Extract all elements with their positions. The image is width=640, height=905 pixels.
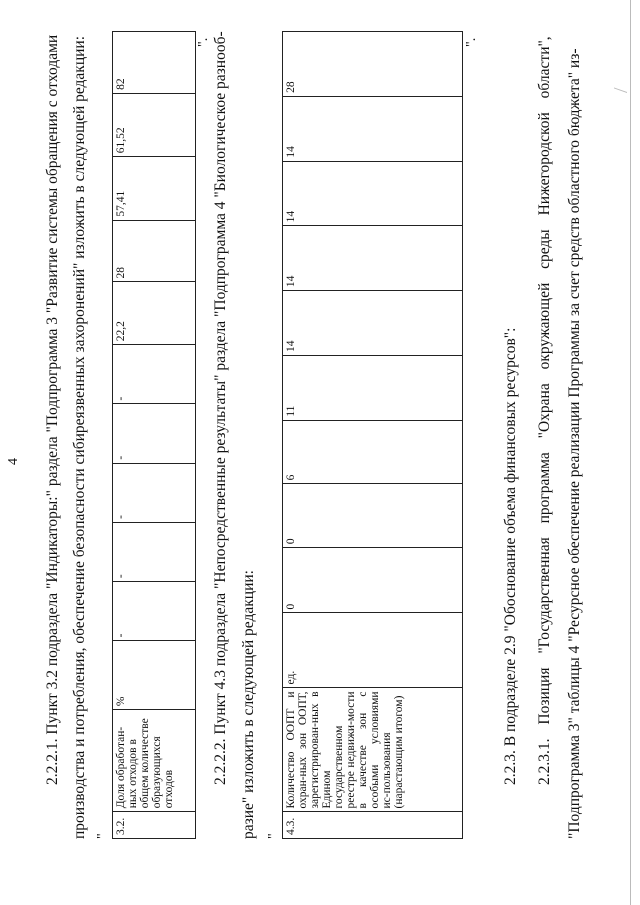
table-cell-value: 28 xyxy=(113,220,196,282)
table-cell-value: 82 xyxy=(113,32,196,94)
table-cell-unit: % xyxy=(113,641,196,710)
table-cell-unit: ед. xyxy=(283,613,463,688)
close-quote-1: ". xyxy=(196,37,211,47)
table-cell-name: Доля обработан-ных отходов в общем количестве образующихся отходов xyxy=(113,710,196,812)
paragraph-223: 2.2.3. В подразделе 2.9 "Обоснование объема финансовых ресурсов": xyxy=(502,327,519,785)
table-cell-value: - xyxy=(113,404,196,463)
table-cell-value: 14 xyxy=(283,226,463,291)
paragraph-2221-line2: производства и потребления, обеспечение безопасности сибиреязвенных захоронений" изложить в следующей редакции: xyxy=(71,35,88,839)
table-cell-value: 57,41 xyxy=(113,157,196,220)
table-row xyxy=(113,32,196,839)
open-quote-1: " xyxy=(95,833,110,839)
paragraph-2231-line2: "Подпрограмма 3" таблицы 4 "Ресурсное обеспечение реализации Программы за счет средств областного бюджета" из- xyxy=(566,48,583,839)
table-cell-value: - xyxy=(113,345,196,404)
table-cell-name: Количество ООПТ и охран-ных зон ООПТ, зарегистрирован-ных в Едином государственном реестре недвижи-мости в качестве зон с особыми условиями ис-пользования (нарастающим итогом) xyxy=(283,688,463,812)
results-table-4-3 xyxy=(282,31,463,839)
page-number: 4 xyxy=(6,458,21,465)
table-cell-number: 4.3. xyxy=(283,812,463,839)
table-cell-value: 14 xyxy=(283,161,463,226)
open-quote-2: " xyxy=(266,833,281,839)
paragraph-2231-line1: 2.2.3.1. Позиция "Государственная программа "Охрана окружающей среды Нижегородской области", xyxy=(536,36,553,785)
table-cell-value: - xyxy=(113,463,196,522)
close-quote-2: ". xyxy=(464,37,479,47)
paragraph-2222-line2: разие" изложить в следующей редакции: xyxy=(240,570,257,839)
paragraph-2222-line1: 2.2.2.2. Пункт 4.3 подраздела "Непосредственные результаты" раздела "Подпрограмма 4 "Биологическое разнооб- xyxy=(212,31,229,785)
table-cell-value: - xyxy=(113,522,196,581)
scan-edge-line xyxy=(630,0,631,905)
table-cell-value: - xyxy=(113,582,196,641)
indicator-table-3-2 xyxy=(112,31,196,839)
table-cell-value: 22,2 xyxy=(113,282,196,345)
table-cell-value: 6 xyxy=(283,420,463,484)
table-row xyxy=(283,32,463,839)
table-cell-value: 14 xyxy=(283,291,463,356)
paragraph-2221-line1: 2.2.2.1. Пункт 3.2 подраздела "Индикаторы:" раздела "Подпрограмма 3 "Развитие системы обращения с отходами xyxy=(44,34,61,785)
table-cell-value: 11 xyxy=(283,355,463,420)
table-cell-value: 14 xyxy=(283,96,463,161)
table-cell-value: 61,52 xyxy=(113,93,196,156)
table-cell-value: 28 xyxy=(283,32,463,97)
table-cell-value: 0 xyxy=(283,548,463,613)
scan-mark: / xyxy=(610,87,632,93)
table-cell-number: 3.2. xyxy=(113,812,196,839)
table-cell-value: 0 xyxy=(283,484,463,548)
